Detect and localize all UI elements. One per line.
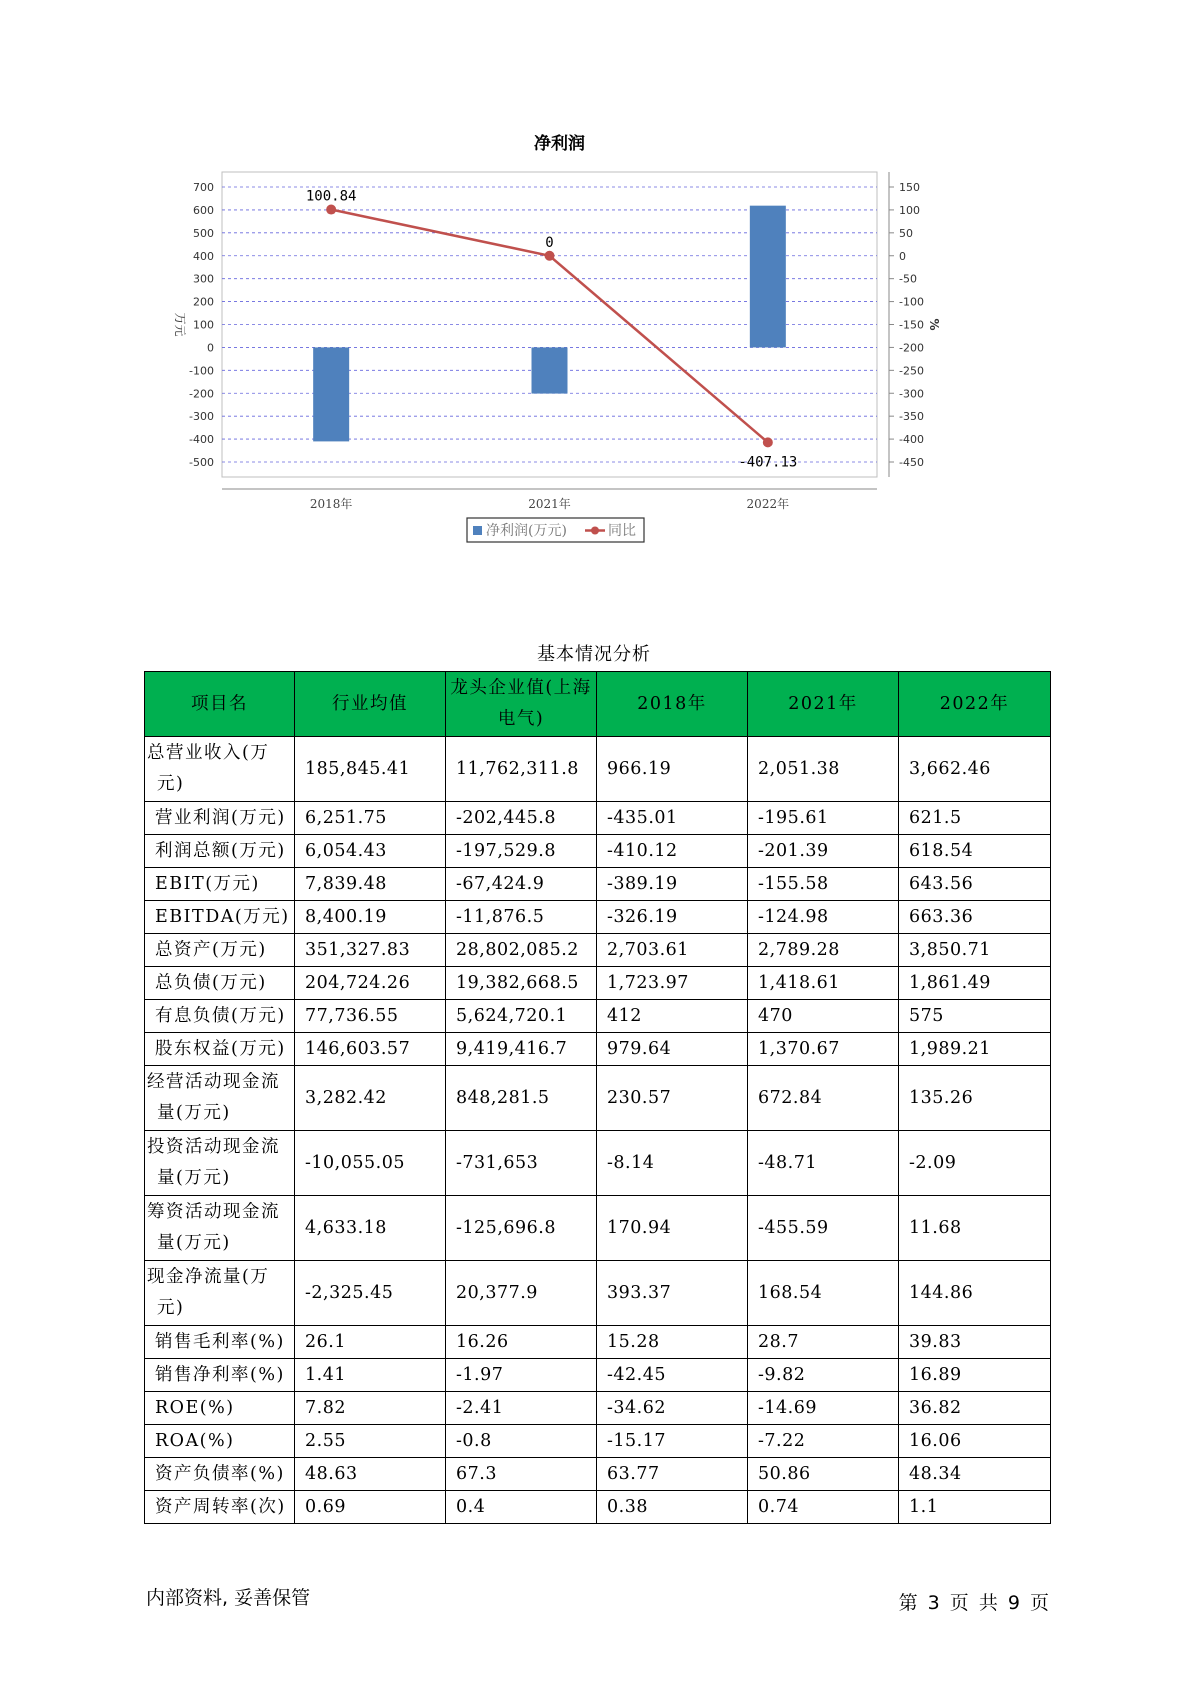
y-tick-label: 700 — [193, 181, 214, 194]
legend-line-marker — [591, 527, 599, 535]
y2-tick-label: 100 — [899, 203, 920, 217]
table-cell: 1,989.21 — [899, 1033, 1051, 1066]
legend-bar-label: 净利润(万元) — [486, 523, 567, 539]
table-cell: -15.17 — [597, 1425, 748, 1458]
footer-confidential: 内部资料, 妥善保管 — [146, 1587, 311, 1609]
table-cell: -48.71 — [748, 1131, 899, 1196]
table-cell: 1,723.97 — [597, 967, 748, 1000]
table-cell: 6,251.75 — [295, 802, 446, 835]
table-body — [145, 737, 1051, 1524]
row-label-text: EBIT(万元) — [155, 873, 260, 894]
table-cell: 966.19 — [597, 737, 748, 802]
table-cell: -9.82 — [748, 1359, 899, 1392]
row-label — [145, 967, 295, 1000]
table-row — [145, 1261, 1051, 1326]
table-cell: 1.1 — [899, 1491, 1051, 1524]
table-cell: 0.38 — [597, 1491, 748, 1524]
table-row — [145, 737, 1051, 802]
y2-tick-label: -300 — [899, 387, 924, 401]
table-cell: -34.62 — [597, 1392, 748, 1425]
table-caption: 基本情况分析 — [537, 644, 651, 665]
table-cell: 0.69 — [295, 1491, 446, 1524]
bar — [532, 347, 568, 393]
table-cell: 393.37 — [597, 1261, 748, 1326]
table-cell: -201.39 — [748, 835, 899, 868]
table-cell: 663.36 — [899, 901, 1051, 934]
table-row — [145, 835, 1051, 868]
table-cell: 170.94 — [597, 1196, 748, 1261]
y2-tick-label: -350 — [899, 410, 924, 424]
y-tick-label: -100 — [189, 364, 214, 378]
row-label-text: ROA(%) — [155, 1430, 235, 1451]
table-cell: -2.41 — [446, 1392, 597, 1425]
row-label — [145, 1458, 295, 1491]
row-label — [145, 934, 295, 967]
table-cell: 63.77 — [597, 1458, 748, 1491]
yoy-point — [326, 205, 336, 215]
row-label-text: 销售毛利率(%) — [155, 1331, 285, 1352]
row-label-text: ROE(%) — [155, 1397, 235, 1418]
row-label — [145, 901, 295, 934]
table-cell: 0.4 — [446, 1491, 597, 1524]
table-row — [145, 802, 1051, 835]
table-row — [145, 1033, 1051, 1066]
table-cell: 67.3 — [446, 1458, 597, 1491]
row-label — [145, 1196, 295, 1261]
y-tick-label: 100 — [193, 318, 214, 332]
table-cell: -0.8 — [446, 1425, 597, 1458]
row-label — [145, 1326, 295, 1359]
table-cell: -389.19 — [597, 868, 748, 901]
table-row — [145, 1491, 1051, 1524]
table-header-row — [145, 672, 1051, 737]
table-cell: 3,850.71 — [899, 934, 1051, 967]
table-cell: 621.5 — [899, 802, 1051, 835]
table-cell: 2,703.61 — [597, 934, 748, 967]
table-cell: 11,762,311.8 — [446, 737, 597, 802]
y-tick-label: 500 — [193, 226, 214, 240]
table-cell: 9,419,416.7 — [446, 1033, 597, 1066]
row-label-text: 销售净利率(%) — [155, 1364, 285, 1385]
table-cell: 204,724.26 — [295, 967, 446, 1000]
y2-tick-label: 50 — [899, 226, 913, 240]
row-label-text: 营业利润(万元) — [155, 807, 286, 828]
table-cell: -326.19 — [597, 901, 748, 934]
table-cell: -455.59 — [748, 1196, 899, 1261]
table-row — [145, 1425, 1051, 1458]
y-tick-label: -500 — [189, 456, 214, 469]
legend-bar-swatch — [473, 526, 482, 535]
table-cell: 0.74 — [748, 1491, 899, 1524]
table-row — [145, 1131, 1051, 1196]
row-label — [145, 1425, 295, 1458]
table-cell: -155.58 — [748, 868, 899, 901]
table-cell: -2.09 — [899, 1131, 1051, 1196]
row-label-text: 股东权益(万元) — [155, 1038, 286, 1059]
table-cell: 2.55 — [295, 1425, 446, 1458]
row-label — [145, 1000, 295, 1033]
table-row — [145, 868, 1051, 901]
table-row — [145, 1066, 1051, 1131]
table-cell: 77,736.55 — [295, 1000, 446, 1033]
table-cell: 351,327.83 — [295, 934, 446, 967]
table-cell: 2,789.28 — [748, 934, 899, 967]
y2-tick-label: -400 — [899, 433, 924, 447]
table-cell: 848,281.5 — [446, 1066, 597, 1131]
table-cell: 146,603.57 — [295, 1033, 446, 1066]
row-label-text: EBITDA(万元) — [155, 906, 290, 927]
row-label-text: 有息负债(万元) — [155, 1005, 286, 1026]
row-label — [145, 1359, 295, 1392]
table-cell: -11,876.5 — [446, 901, 597, 934]
y-tick-label: -300 — [189, 410, 214, 424]
table-cell: 1,861.49 — [899, 967, 1051, 1000]
table-cell: -124.98 — [748, 901, 899, 934]
column-header: 2021年 — [748, 672, 899, 737]
table-row — [145, 1359, 1051, 1392]
table-cell: -7.22 — [748, 1425, 899, 1458]
table-cell: -67,424.9 — [446, 868, 597, 901]
y-tick-label: 400 — [193, 249, 214, 263]
y2-axis-label: % — [927, 318, 941, 331]
row-label — [145, 737, 295, 802]
yoy-data-label: -407.13 — [738, 454, 798, 471]
table-cell: -125,696.8 — [446, 1196, 597, 1261]
table-cell: 39.83 — [899, 1326, 1051, 1359]
table-cell: 15.28 — [597, 1326, 748, 1359]
table-cell: 412 — [597, 1000, 748, 1033]
table-cell: -202,445.8 — [446, 802, 597, 835]
y2-tick-label: 0 — [899, 249, 906, 263]
table-cell: 50.86 — [748, 1458, 899, 1491]
row-label-text: 总负债(万元) — [155, 972, 267, 993]
table-cell: 2,051.38 — [748, 737, 899, 802]
table-cell: 979.64 — [597, 1033, 748, 1066]
table-cell: 3,662.46 — [899, 737, 1051, 802]
table-row — [145, 1196, 1051, 1261]
table-cell: 672.84 — [748, 1066, 899, 1131]
table-cell: 3,282.42 — [295, 1066, 446, 1131]
row-label — [145, 1491, 295, 1524]
x-tick-label: 2022年 — [746, 497, 790, 511]
table-cell: 48.34 — [899, 1458, 1051, 1491]
column-header: 2022年 — [899, 672, 1051, 737]
yoy-point — [545, 251, 555, 261]
table-row — [145, 934, 1051, 967]
table-cell: 1.41 — [295, 1359, 446, 1392]
y-tick-label: -400 — [189, 433, 214, 447]
basic-analysis-table — [144, 671, 1051, 1524]
legend-line-label: 同比 — [608, 523, 636, 539]
table-cell: 36.82 — [899, 1392, 1051, 1425]
table-cell: 16.89 — [899, 1359, 1051, 1392]
table-row — [145, 1458, 1051, 1491]
table-row — [145, 1326, 1051, 1359]
column-header: 行业均值 — [295, 672, 446, 737]
y-tick-label: 600 — [193, 203, 214, 217]
table-cell: -1.97 — [446, 1359, 597, 1392]
row-label-text: 总营业收入(万元) — [147, 743, 270, 794]
row-label — [145, 1261, 295, 1326]
bar — [313, 347, 349, 441]
table-cell: 48.63 — [295, 1458, 446, 1491]
table-cell: 19,382,668.5 — [446, 967, 597, 1000]
table-cell: 16.06 — [899, 1425, 1051, 1458]
y2-tick-label: -50 — [899, 272, 917, 286]
row-label — [145, 868, 295, 901]
row-label — [145, 802, 295, 835]
table-cell: 230.57 — [597, 1066, 748, 1131]
row-label — [145, 1392, 295, 1425]
y2-tick-label: -150 — [899, 318, 924, 332]
yoy-data-label: 0 — [545, 234, 554, 251]
table-cell: 28,802,085.2 — [446, 934, 597, 967]
column-header: 项目名 — [145, 672, 295, 737]
table-row — [145, 967, 1051, 1000]
x-tick-label: 2021年 — [528, 497, 571, 511]
table-cell: 28.7 — [748, 1326, 899, 1359]
y-tick-label: 200 — [193, 295, 214, 309]
table-cell: 470 — [748, 1000, 899, 1033]
table-cell: 4,633.18 — [295, 1196, 446, 1261]
table-cell: 185,845.41 — [295, 737, 446, 802]
row-label-text: 资产周转率(次) — [155, 1496, 286, 1517]
table-cell: 1,370.67 — [748, 1033, 899, 1066]
row-label-text: 筹资活动现金流量(万元) — [147, 1202, 280, 1253]
table-cell: -14.69 — [748, 1392, 899, 1425]
chart-title: 净利润 — [534, 134, 585, 154]
table-cell: -410.12 — [597, 835, 748, 868]
row-label-text: 总资产(万元) — [155, 939, 267, 960]
table-cell: 11.68 — [899, 1196, 1051, 1261]
table-cell: 575 — [899, 1000, 1051, 1033]
table-cell: -10,055.05 — [295, 1131, 446, 1196]
table-cell: 16.26 — [446, 1326, 597, 1359]
footer-page-number: 第 3 页 共 9 页 — [898, 1592, 1049, 1614]
yoy-point — [763, 437, 773, 447]
table-cell: -731,653 — [446, 1131, 597, 1196]
table-cell: 643.56 — [899, 868, 1051, 901]
row-label-text: 投资活动现金流量(万元) — [147, 1137, 280, 1188]
column-header: 龙头企业值(上海电气) — [446, 672, 597, 737]
row-label — [145, 1066, 295, 1131]
table-cell: -8.14 — [597, 1131, 748, 1196]
table-cell: 618.54 — [899, 835, 1051, 868]
row-label-text: 利润总额(万元) — [155, 840, 286, 861]
table-cell: 20,377.9 — [446, 1261, 597, 1326]
table-cell: 8,400.19 — [295, 901, 446, 934]
table-row — [145, 1392, 1051, 1425]
y2-tick-label: -200 — [899, 341, 924, 355]
y-axis-label: 万元 — [173, 312, 187, 337]
row-label — [145, 1131, 295, 1196]
chart-svg — [170, 125, 1030, 595]
table-cell: -2,325.45 — [295, 1261, 446, 1326]
row-label — [145, 1033, 295, 1066]
table-cell: 7,839.48 — [295, 868, 446, 901]
table-cell: 5,624,720.1 — [446, 1000, 597, 1033]
row-label-text: 资产负债率(%) — [155, 1463, 285, 1484]
table-cell: -435.01 — [597, 802, 748, 835]
table-cell: 1,418.61 — [748, 967, 899, 1000]
y2-tick-label: 150 — [899, 181, 920, 194]
yoy-data-label: 100.84 — [305, 188, 357, 205]
table-cell: 135.26 — [899, 1066, 1051, 1131]
table-cell: -197,529.8 — [446, 835, 597, 868]
y-tick-label: 0 — [207, 341, 214, 355]
table-cell: 6,054.43 — [295, 835, 446, 868]
table-cell: 26.1 — [295, 1326, 446, 1359]
net-profit-chart — [170, 125, 1030, 595]
table-row — [145, 1000, 1051, 1033]
y-tick-label: 300 — [193, 272, 214, 286]
row-label-text: 经营活动现金流量(万元) — [147, 1072, 280, 1123]
bar — [750, 206, 786, 348]
table-cell: 7.82 — [295, 1392, 446, 1425]
column-header: 2018年 — [597, 672, 748, 737]
row-label-text: 现金净流量(万元) — [147, 1267, 270, 1318]
y2-tick-label: -250 — [899, 364, 924, 378]
row-label — [145, 835, 295, 868]
y2-tick-label: -100 — [899, 295, 924, 309]
y2-tick-label: -450 — [899, 456, 924, 469]
x-tick-label: 2018年 — [309, 497, 353, 511]
table-cell: 144.86 — [899, 1261, 1051, 1326]
table-cell: -42.45 — [597, 1359, 748, 1392]
table-cell: 168.54 — [748, 1261, 899, 1326]
table-row — [145, 901, 1051, 934]
y-tick-label: -200 — [189, 387, 214, 401]
table-cell: -195.61 — [748, 802, 899, 835]
